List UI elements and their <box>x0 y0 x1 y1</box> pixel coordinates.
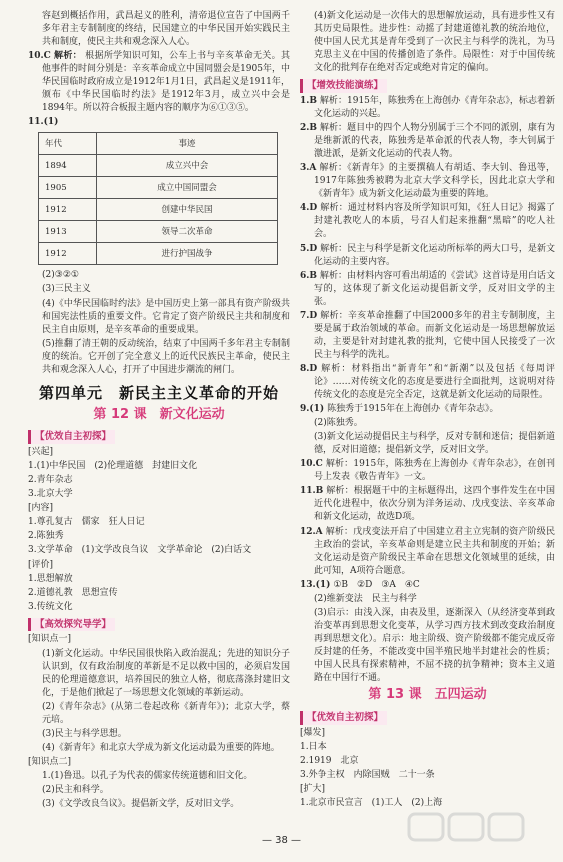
answer-text: 解析：民主与科学是新文化运动所标举的两大口号，是新文化运动的主要内容。 <box>314 243 555 267</box>
watermark-mark-icon <box>403 810 553 858</box>
answer-text: 解析：戊戌变法开启了中国建立君主立宪制的资产阶级民主政治的尝试，辛亥革命则是建立民主共和制度的开始；新文化运动是资产阶级民主革命在思想文化领域里的延续，由此可知，A项符合题意。 <box>314 526 555 576</box>
answer-item <box>300 95 555 121</box>
list-item: [知识点一] <box>28 634 72 645</box>
answer-text: 解析：由材料内容可看出胡适的《尝试》这首诗是用白话文写的，这体现了新文化运动提倡新文学，反对旧文学的主张。 <box>314 270 555 307</box>
list-item: [评价] <box>28 559 54 570</box>
events-table-header <box>39 133 278 155</box>
answer-label: 4.D <box>300 203 318 214</box>
answer-text: 解析：材料指出“新青年”和“新潮”以及包括《每周评论》……对传统文化的态度是要进行全面批判，这说明对待传统文化的态度是完全否定，这就是新文化运动的局限性。 <box>314 363 555 401</box>
table-cell-event: 创建中华民国 <box>97 199 278 221</box>
answer-text: ①B ②D ③A ④C <box>333 579 420 590</box>
answer-item <box>300 458 555 484</box>
list-item: 3.文学革命 (1)文学改良刍议 文学革命论 (2)白话文 <box>28 545 252 556</box>
answer-item <box>300 485 555 524</box>
answer-item <box>300 310 555 362</box>
right-top-paragraph: (4)新文化运动是一次伟大的思想解放运动，具有进步性又有其历史局限性。进步性：动摇了封建道德礼教的统治地位，使中国人民尤其是青年受到了一次民主与科学的洗礼，为马克思主义在中国的传播创造了条件。局限性：对于中国传统文化的批判存在绝对否定或绝对肯定的偏向。 <box>314 11 555 74</box>
list-item: [内容] <box>28 503 54 514</box>
table-cell-event: 领导二次革命 <box>97 221 278 243</box>
answer-item <box>300 270 555 309</box>
answer-item <box>300 607 555 685</box>
table-cell-year: 1905 <box>39 177 97 199</box>
list-item: 1.(1)鲁迅。以孔子为代表的儒家传统道德和旧文化。 <box>42 770 253 781</box>
table-cell-year: 1912 <box>39 243 97 265</box>
answer-label: 8.D <box>300 363 318 374</box>
page-number: — 38 — <box>261 834 302 846</box>
answer-text: (2)维新变法 民主与科学 <box>314 593 417 604</box>
answer-text: 解析：题目中的四个人物分别属于三个不同的派别，康有为是维新派的代表，陈独秀是革命派的代表人物，李大钊属于激进派，是新文化运动的代表人物。 <box>314 123 555 160</box>
list-item: 1.(1)中华民国 (2)伦理道德 封建旧文化 <box>28 461 198 472</box>
answer-item <box>300 162 555 201</box>
table-header-event: 事迹 <box>97 133 278 155</box>
answer-text: 陈独秀于1915年在上海创办《青年杂志》。 <box>327 404 499 415</box>
answer-10-text: 根据所学知识可知，公车上书与辛亥革命无关。其他事件的时间分别是：辛亥革命成立中国同盟会是1905年，中华民国临时政府成立是1912年1月1日，武昌起义是1911年，颁布《中华民国临时约法》是1912年3月，成立兴中会是1894年。所以符合板报主题内容的顺序为⑥①③⑤。 <box>42 51 290 114</box>
table-header-year: 年代 <box>39 133 97 155</box>
answer-text: 解析：根据题干中的主标题得出，这四个事件发生在中国近代化进程中，依次分别为洋务运动、戊戌变法、辛亥革命和新文化运动，故选D项。 <box>314 486 555 523</box>
section-header-self-explore-2: 【优效自主初探】 <box>300 711 387 725</box>
answer-10-label: 10.C <box>28 51 51 62</box>
answer-item <box>300 417 555 430</box>
list-item: [知识点二] <box>28 756 72 767</box>
answer-label: 10.C <box>300 459 323 470</box>
answer-10 <box>28 50 290 115</box>
answer-item <box>300 526 555 578</box>
unit-title: 第四单元 新民主主义革命的开始 <box>38 383 279 402</box>
answer-label: 13.(1) <box>300 579 331 590</box>
table-row <box>39 155 278 177</box>
list-item: 3.外争主权 内除国贼 二十一条 <box>300 769 435 780</box>
answer-text: 解析：1915年，陈独秀在上海创办《青年杂志》，在创刊号上发表《敬告青年》一文。 <box>314 459 555 483</box>
watermark-logo <box>403 810 553 858</box>
list-item: (2)《青年杂志》(从第二卷起改称《新青年》)；北京大学，蔡元培。 <box>42 701 290 725</box>
answer-text: 解析：辛亥革命推翻了中国2000多年的君主专制制度，主要是属于政治领域的革命。而新文化运动是一场思想解放运动，主要是针对封建礼教的批判，它使中国人民接受了一次民主与科学的洗礼。 <box>314 310 555 360</box>
answer-label: 2.B <box>300 123 318 134</box>
list-item: [扩大] <box>300 783 326 794</box>
answer-10-head: 解析： <box>54 51 82 62</box>
answer-text: (2)陈独秀。 <box>314 418 363 429</box>
list-item: [爆发] <box>300 727 326 738</box>
lesson-13-title: 第 13 课 五四运动 <box>368 687 487 703</box>
table-row <box>39 177 278 199</box>
answer-11-label: 11.(1) <box>28 117 59 128</box>
answer-11-3: (3)三民主义 <box>42 284 91 295</box>
list-item: (1)新文化运动。中华民国很快陷入政治混乱；先进的知识分子认识到，仅有政治制度的革新是不足以救中国的，必须启发国民的伦理道德意识，培养国民的独立人格，彻底荡涤封建旧文化，于是他们掀起了一场思想文化领域的革新运动。 <box>42 648 290 698</box>
answer-11-2: (2)③②① <box>42 270 79 281</box>
answer-item <box>300 579 555 592</box>
table-row <box>39 243 278 265</box>
section-header-skill-practice: 【增效技能演练】 <box>300 79 387 93</box>
answer-text: 解析：《新青年》的主要撰稿人有胡适、李大钊、鲁迅等，1917年陈独秀被聘为北京大学文科学长，因此北京大学和《新青年》成为新文化运动最为重要的阵地。 <box>314 163 555 200</box>
answer-label: 6.B <box>300 270 318 281</box>
answer-label: 11.B <box>300 486 324 497</box>
list-item: 3.传统文化 <box>28 601 73 612</box>
answer-label: 1.B <box>300 96 318 106</box>
answer-label: 12.A <box>300 526 323 537</box>
answer-text: (3)新文化运动提倡民主与科学，反对专制和迷信；提倡新道德，反对旧道德；提倡新文学，反对旧文学。 <box>314 432 555 456</box>
table-row <box>39 199 278 221</box>
answer-item <box>300 431 555 457</box>
page-number-value: 38 <box>275 834 288 846</box>
section-header-explore-guide: 【高效探究导学】 <box>28 618 115 632</box>
answer-label: 9.(1) <box>300 404 325 415</box>
table-cell-event: 成立中国同盟会 <box>97 177 278 199</box>
two-columns <box>28 10 555 830</box>
section-header-self-explore: 【优效自主初探】 <box>28 430 115 444</box>
table-cell-year: 1913 <box>39 221 97 243</box>
answer-11-5: (5)推翻了清王朝的反动统治，结束了中国两千多年君主专制制度的统治。它开创了完全意义上的近代民族民主革命，使民主共和观念深入人心，打开了中国进步潮流的闸门。 <box>42 338 290 375</box>
answer-item <box>300 243 555 269</box>
events-table <box>38 132 278 265</box>
answer-item <box>300 363 555 402</box>
answer-label: 7.D <box>300 310 318 321</box>
answer-item <box>300 593 555 606</box>
answer-item <box>300 202 555 241</box>
table-row <box>39 221 278 243</box>
left-column <box>28 10 290 830</box>
table-cell-event: 进行护国战争 <box>97 243 278 265</box>
list-item: 1.北京市民宣言 (1)工人 (2)上海 <box>300 797 443 808</box>
list-item: (3)民主与科学思想。 <box>42 728 127 739</box>
list-item: [兴起] <box>28 447 54 458</box>
list-item: 1.日本 <box>300 741 327 752</box>
answer-text: 解析：1915年，陈独秀在上海创办《青年杂志》，标志着新文化运动的兴起。 <box>314 96 555 120</box>
answer-text: (3)启示：由浅入深，由表及里，逐渐深入（从经济变革到政治变革再到思想文化变革，从学习西方技术到改变政治制度再到思想文化）。启示：地主阶级、资产阶级都不能完成反帝反封建的任务，不能改变中国半殖民地半封建社会的性质；中国人民具有探索精神，不屈不挠的抗争精神；资本主义道路在中国行不通。 <box>314 607 555 684</box>
table-cell-event: 成立兴中会 <box>97 155 278 177</box>
answer-item <box>300 122 555 161</box>
list-item: 3.北京大学 <box>28 489 73 500</box>
list-item: (3)《文学改良刍议》。提倡新文学，反对旧文学。 <box>42 799 240 810</box>
answer-text: 解析：通过材料内容及所学知识可知，《狂人日记》揭露了封建礼教吃人的本质，号召人们起来推翻“黑暗”的吃人社会。 <box>314 203 555 240</box>
left-top-paragraph: 容赵到概括作用，武昌起义的胜利，清帝退位宣告了中国两千多年君主专制制度的终结，民国建立的中华民国开始实践民主共和制度，使民主共和观念深入人心。 <box>42 11 290 48</box>
list-item: 1.思想解放 <box>28 573 73 584</box>
answer-item <box>300 403 555 416</box>
answer-label: 3.A <box>300 163 317 174</box>
list-item: 2.道德礼教 思想宣传 <box>28 587 118 598</box>
list-item: (2)民主和科学。 <box>42 785 109 795</box>
lesson-12-title: 第 12 课 新文化运动 <box>93 406 225 422</box>
list-item: 2.陈独秀 <box>28 531 64 542</box>
table-cell-year: 1912 <box>39 199 97 221</box>
list-item: (4)《新青年》和北京大学成为新文化运动最为重要的阵地。 <box>42 742 280 753</box>
list-item: 2.1919 北京 <box>300 755 359 766</box>
right-column <box>300 10 555 830</box>
answer-11-4: (4)《中华民国临时约法》是中国历史上第一部具有资产阶级共和国宪法性质的重要文件。它肯定了资产阶级民主共和制度和民主自由原则，是辛亥革命的重要成果。 <box>42 298 290 335</box>
list-item: 2.青年杂志 <box>28 475 73 486</box>
list-item: 1.尊孔复古 儒家 狂人日记 <box>28 517 145 528</box>
answer-label: 5.D <box>300 243 318 254</box>
table-cell-year: 1894 <box>39 155 97 177</box>
